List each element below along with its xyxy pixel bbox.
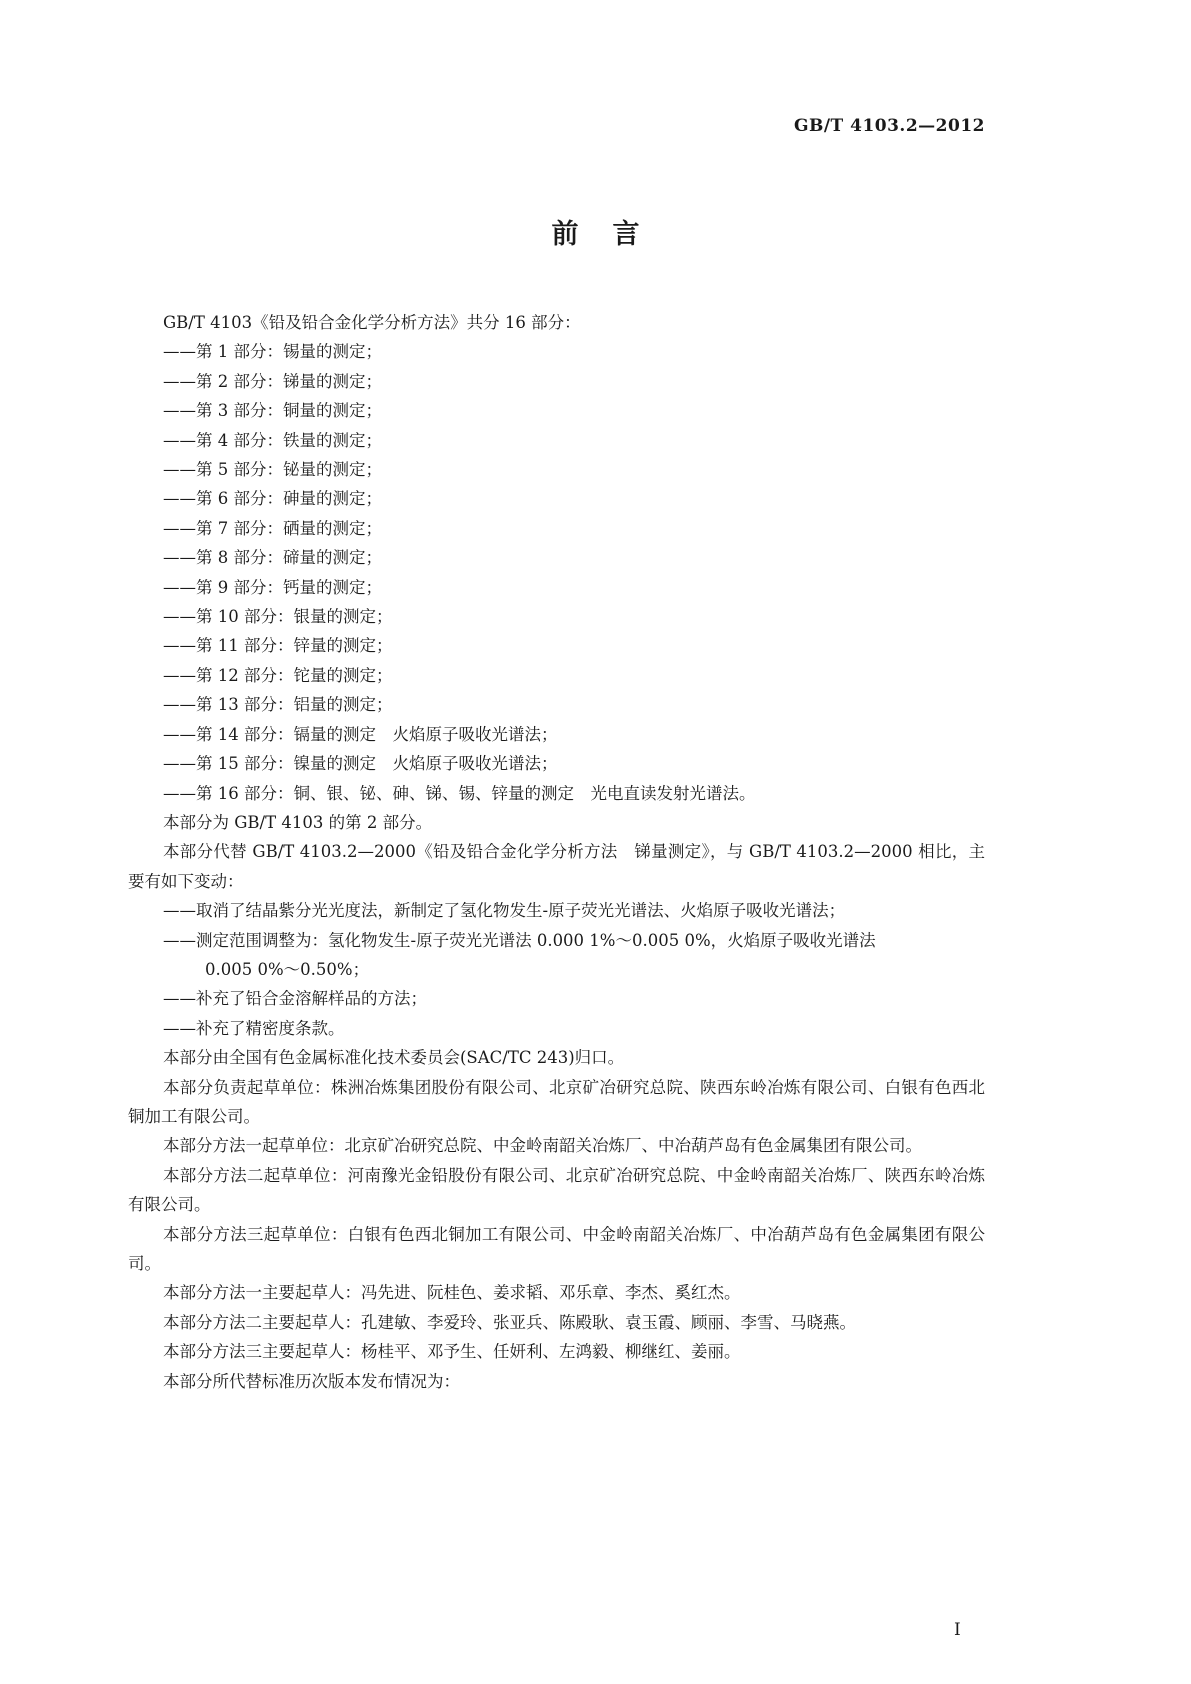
list-item: ——第 14 部分：镉量的测定 火焰原子吸收光谱法；: [163, 724, 558, 744]
standard-number: GB/T 4103.2—2012: [793, 116, 985, 136]
list-item: ——第 8 部分：碲量的测定；: [163, 548, 382, 568]
change-item: ——补充了铅合金溶解样品的方法；: [163, 989, 427, 1009]
paragraph: 本部分方法一起草单位：北京矿冶研究总院、中金岭南韶关冶炼厂、中冶葫芦岛有色金属集团有限公司。: [163, 1136, 922, 1156]
paragraph: 本部分由全国有色金属标准化技术委员会(SAC/TC 243)归口。: [163, 1048, 625, 1068]
list-item: ——第 5 部分：铋量的测定；: [163, 460, 382, 480]
paragraph: 本部分代替 GB/T 4103.2—2000《铅及铅合金化学分析方法 锑量测定》，与 GB/T 4103.2—2000 相比，主要有如下变动：: [128, 842, 985, 891]
change-item-continuation: 0.005 0%～0.50%；: [205, 959, 370, 979]
paragraph: 本部分方法二起草单位：河南豫光金铅股份有限公司、北京矿冶研究总院、中金岭南韶关冶炼厂、陕西东岭冶炼有限公司。: [128, 1165, 985, 1215]
paragraph: 本部分方法三起草单位：白银有色西北铜加工有限公司、中金岭南韶关冶炼厂、中冶葫芦岛有色金属集团有限公司。: [128, 1224, 985, 1273]
foreword-body: [128, 308, 985, 1396]
intro-paragraph: GB/T 4103《铅及铅合金化学分析方法》共分 16 部分：: [163, 313, 581, 332]
paragraph: 本部分负责起草单位：株洲冶炼集团股份有限公司、北京矿冶研究总院、陕西东岭冶炼有限公司、白银有色西北铜加工有限公司。: [128, 1077, 985, 1126]
list-item: ——第 12 部分：铊量的测定；: [163, 665, 393, 685]
change-item: ——取消了结晶紫分光光度法，新制定了氢化物发生-原子荧光光谱法、火焰原子吸收光谱法；: [163, 901, 846, 921]
paragraph: 本部分为 GB/T 4103 的第 2 部分。: [163, 812, 433, 832]
page-number: I: [954, 1620, 961, 1640]
list-item: ——第 4 部分：铁量的测定；: [163, 430, 382, 450]
list-item: ——第 6 部分：砷量的测定；: [163, 489, 382, 509]
list-item: ——第 16 部分：铜、银、铋、砷、锑、锡、锌量的测定 光电直读发射光谱法。: [163, 783, 756, 803]
paragraph: 本部分方法三主要起草人：杨桂平、邓予生、任妍利、左鸿毅、柳继红、姜丽。: [163, 1342, 741, 1362]
list-item: ——第 2 部分：锑量的测定；: [163, 371, 382, 391]
list-item: ——第 9 部分：钙量的测定；: [163, 577, 382, 597]
list-item: ——第 1 部分：锡量的测定；: [163, 342, 382, 362]
paragraph: 本部分方法二主要起草人：孔建敏、李爱玲、张亚兵、陈殿耿、袁玉霞、顾丽、李雪、马晓燕。: [163, 1312, 856, 1332]
change-item: ——补充了精密度条款。: [163, 1018, 345, 1038]
page-title: 前言: [551, 219, 674, 250]
paragraph: 本部分方法一主要起草人：冯先进、阮桂色、姜求韬、邓乐章、李杰、奚红杰。: [163, 1283, 741, 1303]
change-item: ——测定范围调整为：氢化物发生-原子荧光光谱法 0.000 1%～0.005 0%，火焰原子吸收光谱法: [163, 930, 876, 950]
list-item: ——第 7 部分：硒量的测定；: [163, 518, 382, 538]
list-item: ——第 15 部分：镍量的测定 火焰原子吸收光谱法；: [163, 754, 558, 774]
list-item: ——第 3 部分：铜量的测定；: [163, 401, 382, 421]
paragraph: 本部分所代替标准历次版本发布情况为：: [163, 1371, 460, 1391]
list-item: ——第 10 部分：银量的测定；: [163, 607, 393, 627]
list-item: ——第 13 部分：铝量的测定；: [163, 695, 393, 715]
list-item: ——第 11 部分：锌量的测定；: [163, 636, 393, 656]
